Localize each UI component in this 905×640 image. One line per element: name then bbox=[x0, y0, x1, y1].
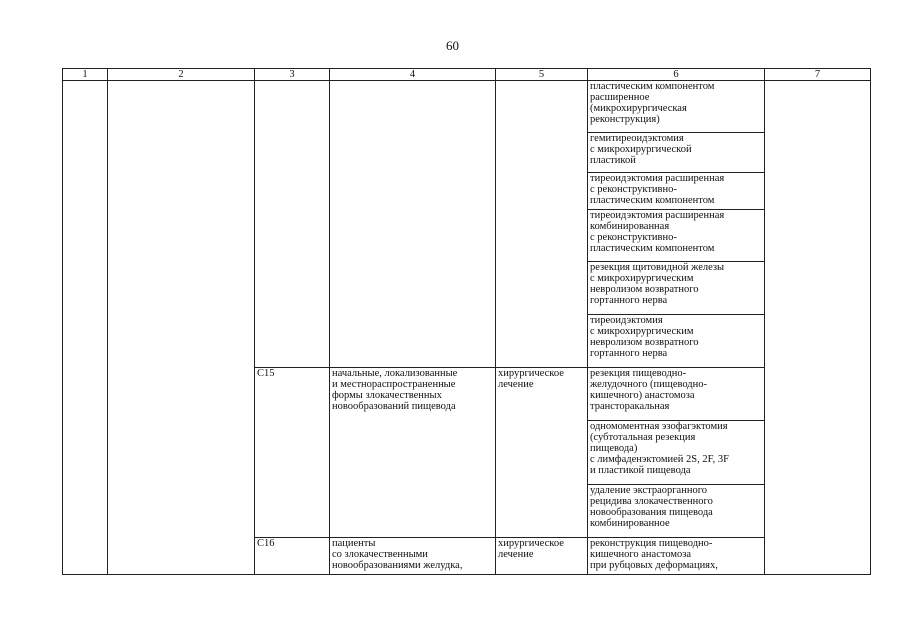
procedure-cell: тиреоидэктомия с микрохирургическим невролизом возвратного гортанного нерва bbox=[588, 315, 765, 368]
procedure-cell: тиреоидэктомия расширенная с реконструктивно- пластическим компонентом bbox=[588, 173, 765, 210]
col2-cell bbox=[108, 81, 255, 575]
header-col-2: 2 bbox=[108, 69, 255, 81]
treatment-cell-continuation bbox=[496, 81, 588, 368]
col1-cell bbox=[63, 81, 108, 575]
code-cell: C16 bbox=[255, 538, 330, 575]
col7-cell bbox=[765, 81, 871, 575]
description-cell: начальные, локализованные и местнораспространенные формы злокачественных новообразований пищевода bbox=[330, 368, 496, 538]
description-cell-continuation bbox=[330, 81, 496, 368]
header-col-3: 3 bbox=[255, 69, 330, 81]
procedure-cell: тиреоидэктомия расширенная комбинированная с реконструктивно- пластическим компонентом bbox=[588, 210, 765, 262]
procedure-cell: резекция щитовидной железы с микрохирургическим невролизом возвратного гортанного нерва bbox=[588, 262, 765, 315]
header-col-6: 6 bbox=[588, 69, 765, 81]
page-number: 60 bbox=[446, 38, 459, 53]
code-cell: C15 bbox=[255, 368, 330, 538]
header-col-1: 1 bbox=[63, 69, 108, 81]
procedure-cell: пластическим компонентом расширенное (микрохирургическая реконструкция) bbox=[588, 81, 765, 133]
procedure-cell: реконструкция пищеводно- кишечного анастомоза при рубцовых деформациях, bbox=[588, 538, 765, 575]
code-cell-continuation bbox=[255, 81, 330, 368]
treatment-cell: хирургическое лечение bbox=[496, 368, 588, 538]
procedure-cell: удаление экстраорганного рецидива злокачественного новообразования пищевода комбинированное bbox=[588, 485, 765, 538]
header-col-4: 4 bbox=[330, 69, 496, 81]
treatment-cell: хирургическое лечение bbox=[496, 538, 588, 575]
procedure-cell: гемитиреоидэктомия с микрохирургической пластикой bbox=[588, 133, 765, 173]
procedure-cell: одномоментная эзофагэктомия (субтотальная резекция пищевода) с лимфаденэктомией 2S, 2F, 3F и пластикой пищевода bbox=[588, 421, 765, 485]
procedure-cell: резекция пищеводно- желудочного (пищеводно- кишечного) анастомоза трансторакальная bbox=[588, 368, 765, 421]
header-col-7: 7 bbox=[765, 69, 871, 81]
procedures-table bbox=[62, 68, 871, 575]
header-col-5: 5 bbox=[496, 69, 588, 81]
table-header-row bbox=[63, 69, 871, 81]
table-row bbox=[63, 81, 871, 133]
description-cell: пациенты со злокачественными новообразованиями желудка, bbox=[330, 538, 496, 575]
